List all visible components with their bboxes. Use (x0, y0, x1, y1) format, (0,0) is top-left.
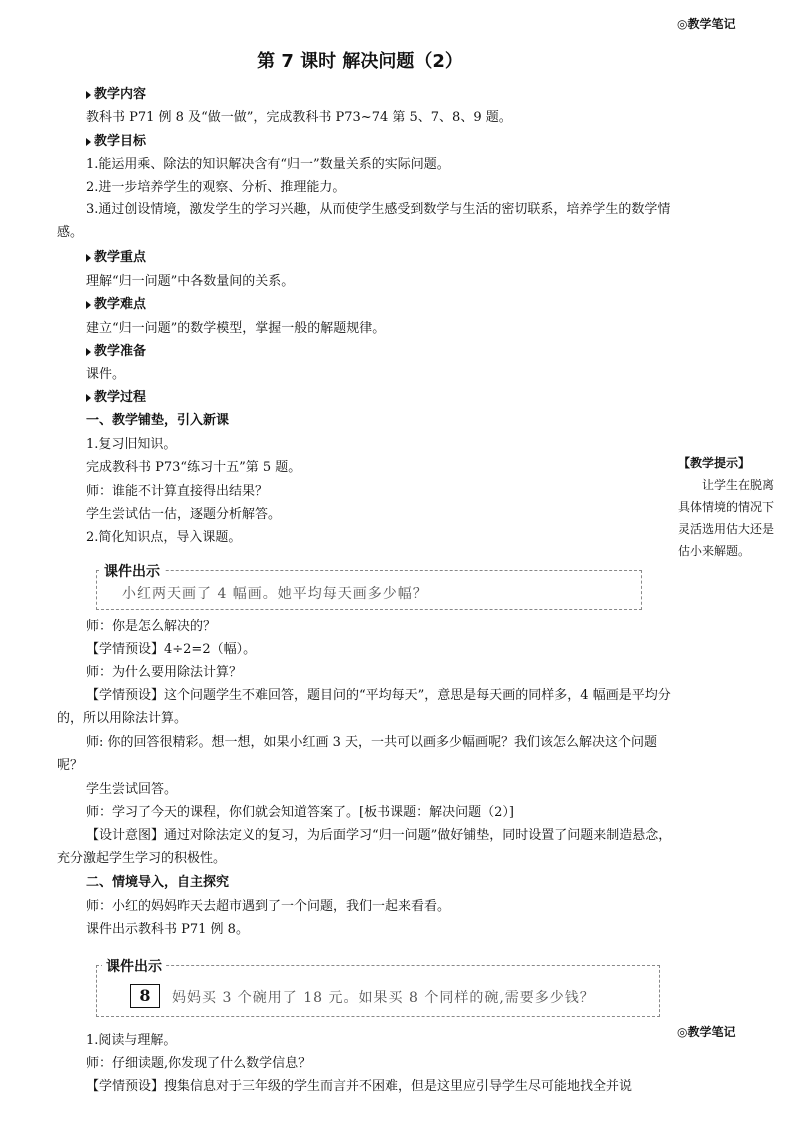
triangle-bullet-icon (86, 348, 91, 356)
heading-text: 教学内容 (94, 87, 147, 102)
paragraph: 课件出示教科书 P71 例 8。 (86, 922, 249, 937)
paragraph: 【学情预设】这个问题学生不难回答，题目问的“平均每天”，意思是每天画的同样多，4 幅画是平均分的，所以用除法计算。 (57, 688, 671, 726)
prep-text: 课件。 (86, 367, 126, 382)
key-text: 理解“归一问题”中各数量间的关系。 (86, 274, 295, 289)
goal-1: 1.能运用乘、除法的知识解决含有“归一”数量关系的实际问题。 (86, 157, 450, 172)
courseware-text-2: 妈妈买 3 个碗用了 18 元。如果买 8 个同样的碗,需要多少钱？ (172, 990, 595, 1006)
notes-label-bottom: ◎教学笔记 (677, 1025, 736, 1039)
paragraph: 学生尝试估一估，逐题分析解答。 (86, 507, 282, 522)
heading-text: 教学重点 (94, 250, 147, 265)
paragraph: 完成教科书 P73“练习十五”第 5 题。 (86, 460, 302, 475)
section-difficulty-head (86, 296, 146, 314)
courseware-text-1: 小红两天画了 4 幅画。她平均每天画多少幅？ (122, 586, 428, 602)
section-prep-head (86, 343, 146, 361)
part1-head: 一、教学铺垫，引入新课 (86, 413, 230, 428)
notes-label-top: ◎教学笔记 (677, 17, 736, 31)
section-process-head (86, 389, 146, 407)
triangle-bullet-icon (86, 138, 91, 146)
paragraph: 2.简化知识点，导入课题。 (86, 530, 242, 545)
heading-text: 教学难点 (94, 297, 147, 312)
section-content-head (86, 86, 146, 104)
part2-head: 二、情境导入，自主探究 (86, 875, 230, 890)
triangle-bullet-icon (86, 91, 91, 99)
heading-text: 教学目标 (94, 134, 147, 149)
paragraph: 师：谁能不计算直接得出结果？ (86, 484, 269, 499)
sidebar-title: 【教学提示】 (678, 456, 751, 470)
triangle-bullet-icon (86, 394, 91, 402)
paragraph: 师：为什么要用除法计算？ (86, 665, 243, 680)
page-title: 第 7 课时 解决问题（2） (257, 51, 463, 72)
triangle-bullet-icon (86, 301, 91, 309)
paragraph: 师：你是怎么解决的？ (86, 619, 217, 634)
triangle-bullet-icon (86, 254, 91, 262)
heading-text: 教学准备 (94, 344, 147, 359)
paragraph: 师：小红的妈妈昨天去超市遇到了一个问题，我们一起来看看。 (86, 899, 451, 914)
paragraph: 师：仔细读题,你发现了什么数学信息？ (86, 1056, 312, 1071)
paragraph: 学生尝试回答。 (86, 782, 178, 797)
example-number-box: 8 (130, 984, 160, 1008)
sidebar-body: 让学生在脱离具体情境的情况下灵活选用估大还是估小来解题。 (678, 478, 775, 558)
paragraph: 【设计意图】通过对除法定义的复习，为后面学习“归一问题”做好铺垫，同时设置了问题来制造悬念，充分激起学生学习的积极性。 (57, 828, 672, 866)
content-text: 教科书 P71 例 8 及“做一做”，完成教科书 P73~74 第 5、7、8、9 题。 (86, 110, 512, 125)
goal-2: 2.进一步培养学生的观察、分析、推理能力。 (86, 180, 346, 195)
paragraph: 师: 你的回答很精彩。想一想，如果小红画 3 天，一共可以画多少幅画呢？我们该怎么解决这个问题呢？ (57, 735, 658, 773)
section-goals-head (86, 133, 146, 151)
paragraph: 1.复习旧知识。 (86, 437, 177, 452)
heading-text: 教学过程 (94, 390, 147, 405)
paragraph: 【学情预设】4÷2=2（幅）。 (86, 642, 257, 657)
courseware-tab-2: 课件出示 (102, 956, 166, 976)
courseware-tab-1: 课件出示 (100, 561, 164, 581)
teaching-tip-sidebar (678, 452, 778, 562)
section-key-head (86, 249, 146, 267)
paragraph: 师：学习了今天的课程，你们就会知道答案了。[板书课题：解决问题（2）] (86, 805, 514, 820)
paragraph: 【学情预设】搜集信息对于三年级的学生而言并不困难，但是这里应引导学生尽可能地找全并说 (86, 1079, 633, 1094)
difficulty-text: 建立“归一问题”的数学模型，掌握一般的解题规律。 (86, 321, 386, 336)
goal-3: 3.通过创设情境，激发学生的学习兴趣，从而使学生感受到数学与生活的密切联系，培养学生的数学情感。 (57, 202, 671, 240)
paragraph: 1.阅读与理解。 (86, 1033, 177, 1048)
